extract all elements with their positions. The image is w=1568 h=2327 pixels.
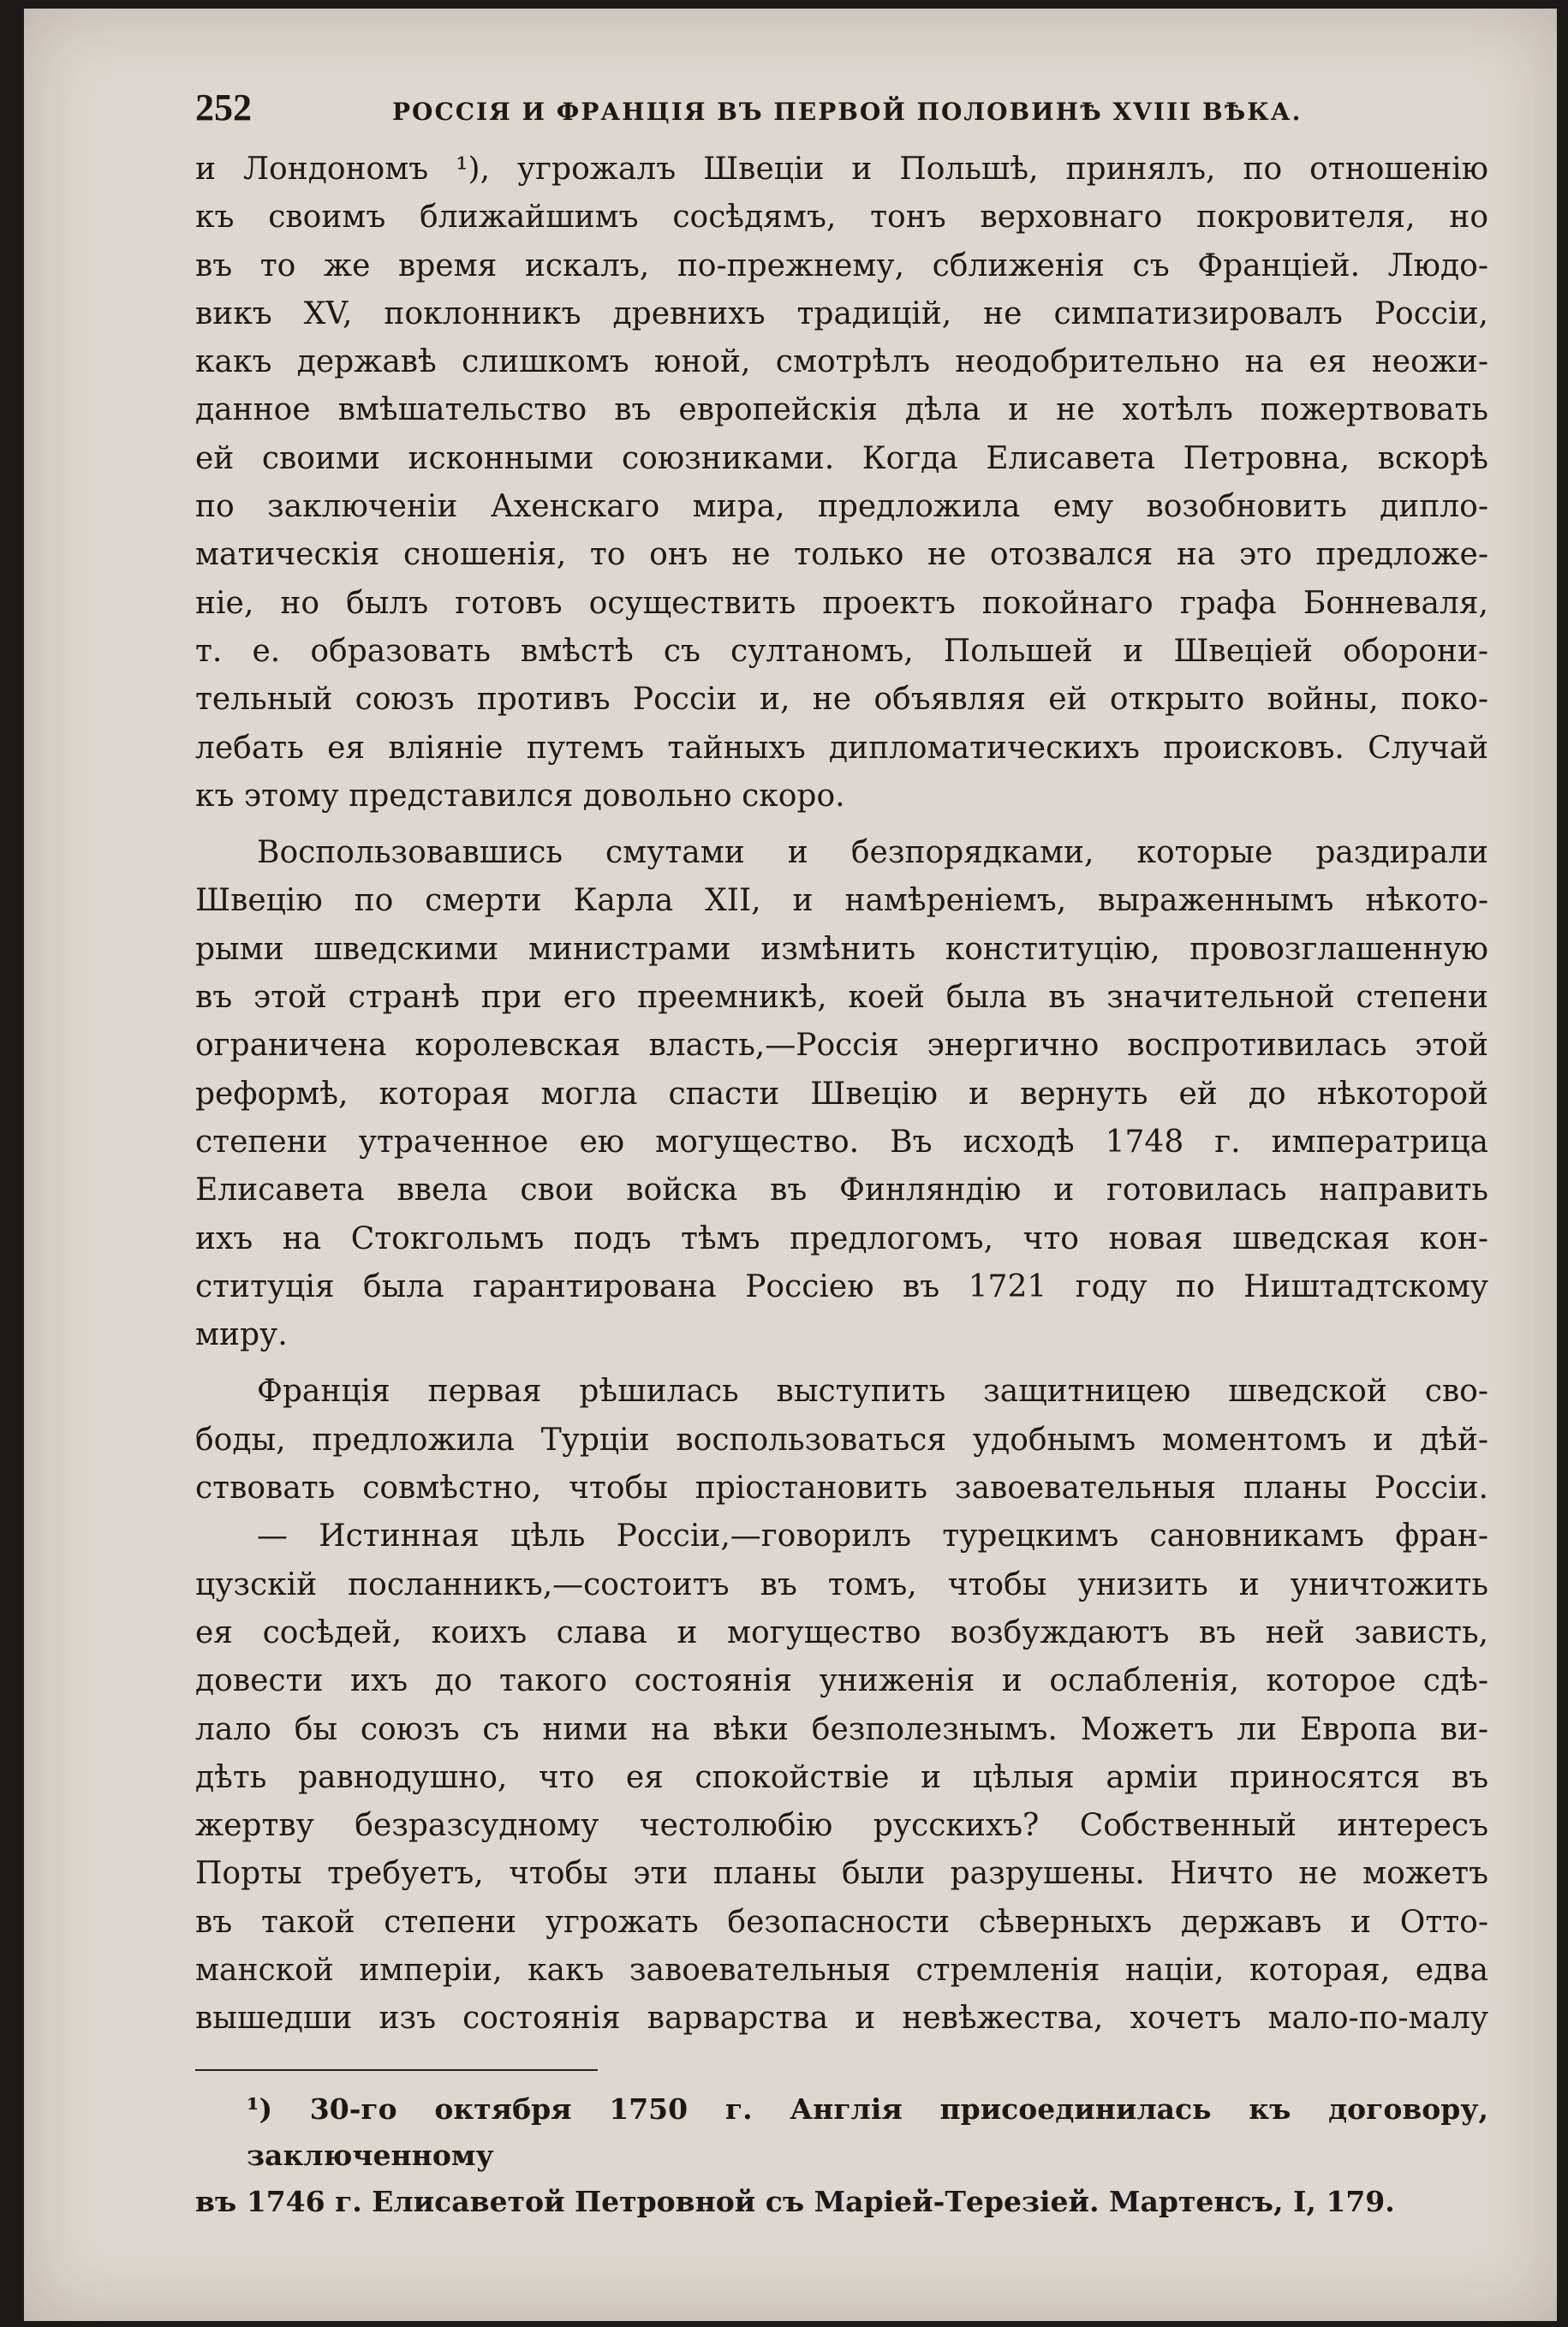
text-line: тельный союзъ противъ Россіи и, не объявляя ей открыто войны, поко- [195,682,1488,718]
footnote-divider [195,2069,598,2071]
text-line: ограничена королевская власть,—Россія энергично воспротивилась этой [195,1028,1488,1064]
text-line: миру. [195,1317,288,1353]
paragraph-2 [195,829,1488,1359]
text-line: манской имперіи, какъ завоевательныя стремленія націи, которая, едва [195,1952,1488,1988]
text-line: дѣть равнодушно, что ея спокойствіе и цѣлыя арміи приносятся въ [195,1759,1488,1795]
text-line: данное вмѣшательство въ европейскія дѣла и не хотѣлъ пожертвовать [195,392,1488,428]
text-line: Швецію по смерти Карла XII, и намѣреніемъ, выраженнымъ нѣкото- [195,883,1488,919]
footnote-line: ¹) 30-го октября 1750 г. Англія присоединилась къ договору, заключенному [247,2091,1488,2172]
text-line: Воспользовавшись смутами и безпорядками, которые раздирали [257,835,1488,871]
text-line: лало бы союзъ съ ними на вѣки безполезнымъ. Можетъ ли Европа ви- [195,1711,1488,1747]
text-line: вышедши изъ состоянія варварства и невѣжества, хочетъ мало-по-малу [195,2001,1488,2037]
footnote-line: въ 1746 г. Елисаветой Петровной съ Маріей-Терезіей. Мартенсъ, I, 179. [195,2184,1395,2218]
running-head [195,86,1488,146]
text-line: какъ державѣ слишкомъ юной, смотрѣлъ неодобрительно на ея неожи- [195,344,1488,380]
text-line: рыми шведскими министрами измѣнить конституцію, провозглашенную [195,931,1488,967]
text-line: къ своимъ ближайшимъ сосѣдямъ, тонъ верховнаго покровителя, но [195,200,1488,236]
paragraph-1 [195,146,1488,820]
text-line: въ этой странѣ при его преемникѣ, коей была въ значительной степени [195,980,1488,1016]
text-block [195,86,1488,2225]
page-number: 252 [195,87,252,128]
text-line: по заключеніи Ахенскаго мира, предложила ему возобновить дипло- [195,489,1488,525]
book-page [24,9,1557,2321]
text-line: довести ихъ до такого состоянія униженія и ослабленія, которое сдѣ- [195,1663,1488,1699]
text-line: реформѣ, которая могла спасти Швецію и вернуть ей до нѣкоторой [195,1076,1488,1112]
text-line: ея сосѣдей, коихъ слава и могущество возбуждаютъ въ ней зависть, [195,1614,1488,1650]
text-line: и Лондономъ ¹), угрожалъ Швеціи и Польшѣ, принялъ, по отношенію [195,152,1488,187]
text-line: Франція первая рѣшилась выступить защитницею шведской сво- [257,1374,1488,1410]
text-line: въ то же время искалъ, по-прежнему, сближенія съ Франціей. Людо- [195,248,1488,283]
running-title: РОССІЯ И ФРАНЦІЯ ВЪ ПЕРВОЙ ПОЛОВИНѢ XVIII ВѢКА. [392,98,1303,126]
text-line: ніе, но былъ готовъ осуществить проектъ покойнаго графа Бонневаля, [195,585,1488,621]
text-line: ихъ на Стокгольмъ подъ тѣмъ предлогомъ, что новая шведская кон- [195,1220,1488,1256]
text-line: боды, предложила Турціи воспользоваться удобнымъ моментомъ и дѣй- [195,1422,1488,1458]
text-line: въ такой степени угрожать безопасности сѣверныхъ державъ и Отто- [195,1904,1488,1940]
text-line: Елисавета ввела свои войска въ Финляндію и готовилась направить [195,1172,1488,1208]
text-line: ей своими исконными союзниками. Когда Елисавета Петровна, вскорѣ [195,440,1488,476]
text-line: къ этому представился довольно скоро. [195,778,845,814]
text-line: викъ XV, поклонникъ древнихъ традицій, не симпатизировалъ Россіи, [195,295,1488,331]
text-line: т. е. образовать вмѣстѣ съ султаномъ, Польшей и Швеціей оборони- [195,633,1488,669]
text-line: — Истинная цѣль Россіи,—говорилъ турецкимъ сановникамъ фран- [257,1519,1488,1554]
paragraph-3 [195,1368,1488,1513]
text-line: Порты требуетъ, чтобы эти планы были разрушены. Ничто не можетъ [195,1856,1488,1892]
paragraph-4 [195,1513,1488,2043]
text-line: ституція была гарантирована Россіею въ 1721 году по Ништадтскому [195,1268,1488,1304]
text-line: ствовать совмѣстно, чтобы пріостановить завоевательныя планы Россіи. [195,1471,1488,1507]
text-line: жертву безразсудному честолюбію русскихъ? Собственный интересъ [195,1808,1488,1844]
footnote [195,2086,1488,2225]
text-line: лебать ея вліяніе путемъ тайныхъ дипломатическихъ происковъ. Случай [195,730,1488,766]
text-line: цузскій посланникъ,—состоитъ въ томъ, чтобы унизить и уничтожить [195,1566,1488,1602]
text-line: матическія сношенія, то онъ не только не отозвался на это предложе- [195,537,1488,573]
text-line: степени утраченное ею могущество. Въ исходѣ 1748 г. императрица [195,1124,1488,1160]
